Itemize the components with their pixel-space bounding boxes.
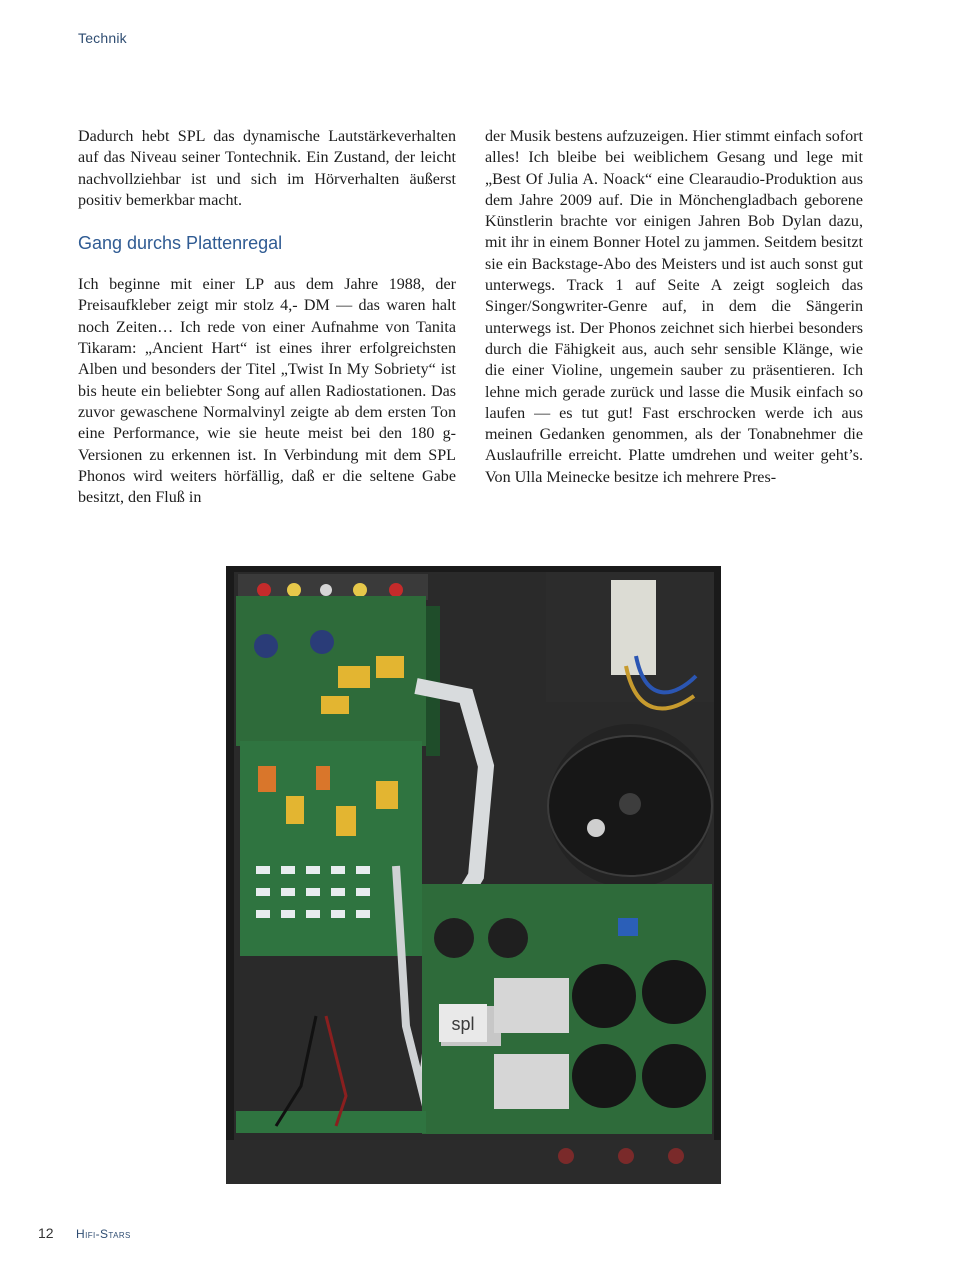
- paragraph: Dadurch hebt SPL das dynamische Lautstärkeverhalten auf das Niveau seiner Tontechnik. Ein Zustand, der leicht nachvollziehbar ist und sich im Hörverhalten äußerst positiv bemerkbar macht.: [78, 128, 456, 209]
- article-column-left: [78, 126, 456, 508]
- section-label: Technik: [78, 30, 127, 46]
- page-number: 12: [38, 1225, 54, 1241]
- magazine-name: Hifi-Stars: [76, 1227, 131, 1241]
- amplifier-interior-photo: [226, 566, 721, 1184]
- paragraph: der Musik bestens aufzuzeigen. Hier stimmt einfach sofort alles! Ich bleibe bei weiblichem Gesang und lege mit „Best Of Julia A. Noack“ eine Clearaudio-Produktion aus dem Jahre 2009 auf. Die in Mönchengladbach geborene Künstlerin brachte vor einigen Jahren Bob Dylan dazu, mit ihr in einem Bonner Hotel zu jammen. Seitdem besitzt sie ein Backstage-Abo des Meisters und ist auch sonst gut unterwegs. Track 1 auf Seite A zeigt sogleich das Singer/Songwriter-Genre auf, in dem die Sängerin unterwegs ist. Der Phonos zeichnet sich hierbei besonders durch die Fähigkeit aus, auch sehr sensible Klänge, wie die einer Violine, ungemein sauber zu präsentieren. Ich lehne mich gerade zurück und lasse die Musik einfach so laufen — es tut gut! Fast erschrocken werde ich aus meinen Gedanken genommen, als der Tonabnehmer die Auslaufrille erreicht. Platte umdrehen und weiter geht’s. Von Ulla Meinecke besitze ich mehrere Pres-: [485, 128, 863, 486]
- spl-logo-text: spl: [451, 1014, 475, 1034]
- subheading: Gang durchs Plattenregal: [78, 233, 283, 254]
- paragraph: Ich beginne mit einer LP aus dem Jahre 1988, der Preisaufkleber zeigt mir stolz 4,- DM — das waren halt noch Zeiten… Ich rede von einer Aufnahme von Tanita Tikaram: „Ancient Hart“ ist eines ihrer erfolgreichsten Alben und besonders der Titel „Twist In My Sobriety“ ist bis heute ein beliebter Song auf allen Radiostationen. Das zuvor gewaschene Normalvinyl zeigte ab dem ersten Ton eine Performance, wie sie heute meist bei den 180 g-Versionen zu erkennen ist. In Verbindung mit dem SPL Phonos wird weiters hörfällig, daß er die seltene Gabe besitzt, den Fluß in: [78, 276, 456, 507]
- article-column-right: [485, 126, 863, 488]
